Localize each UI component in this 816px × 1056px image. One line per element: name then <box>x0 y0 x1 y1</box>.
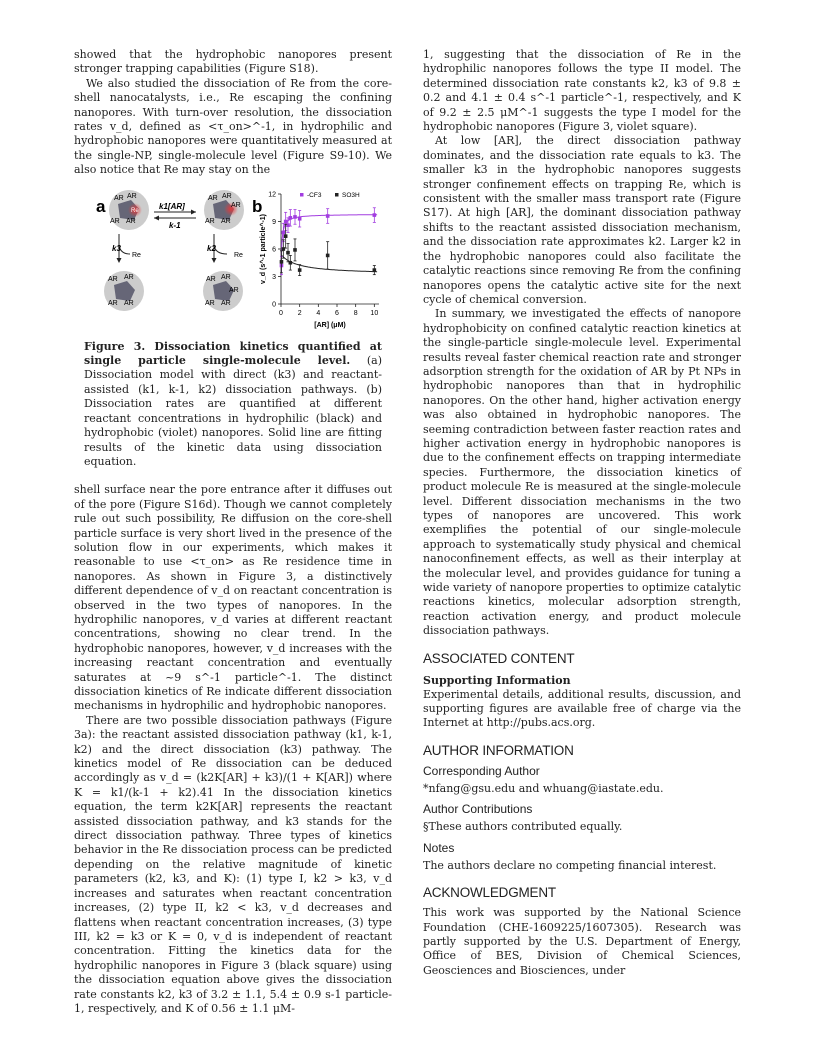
legend-label: -CF3 <box>307 191 322 199</box>
svg-text:AR: AR <box>208 194 218 202</box>
svg-text:AR: AR <box>221 217 231 225</box>
particle-empty <box>104 271 144 311</box>
heading-corresponding-author: Corresponding Author <box>423 763 540 778</box>
paragraph: At low [AR], the direct dissociation pathway dominates, and the dissociation rate equals to k3. The smaller k3 in the hydrophobic nanopores suggests stronger confinement effects on trapping Re, which is consistent with the smaller mass transport rate (Figure S17). At high [AR], the dominant dissociation pathway shifts to the reactant assisted dissociation mechanism, and the dissociation rate approximates k2. Larger k2 in the hydrophobic nanopores could also facilitate the catalytic reactions since removing Re from the confining nanopores opens the catalytic active site for the next cycle of chemical conversion. <box>423 134 741 306</box>
paragraph: In summary, we investigated the effects of nanopore hydrophobicity on confined catalytic reaction kinetics at the single-particle single-molecule level. Experimental results reveal faster chemical reaction rate and stronger adsorption strength for the oxidation of AR by Pt NPs in hydrophobic nanopores than that in hydrophilic nanopores. On the other hand, higher activation energy was also obtained in hydrophobic nanopores. The seeming contradiction between faster reaction rates and higher activation energy in hydrophobic nanopores is due to the confinement effects on trapping intermediate species. Furthermore, the dissociation kinetics of product molecule Re is measured at the single-molecule level. Different dissociation mechanisms in the two types of nanopores are uncovered. This work exemplifies the potential of our single-molecule approach to systematically study physical and chemical nanoconfinement effects, as well as their interplay at the molecular level, and provides guidance for tuning a wide variety of nanopore properties to optimize catalytic reactions kinetics, molecular adsorption strength, reaction activation energy, and product molecule dissociation pathways. <box>423 307 741 638</box>
heading-associated-content: ASSOCIATED CONTENT <box>423 650 575 666</box>
particle-with-re-and-ar <box>204 190 244 230</box>
svg-text:AR: AR <box>108 275 118 283</box>
figure-3-graphic <box>74 188 392 336</box>
panel-b-label: b <box>252 196 263 216</box>
data-point <box>298 217 302 221</box>
k2-label: k2 <box>207 243 216 253</box>
data-point <box>289 261 293 265</box>
svg-text:AR: AR <box>108 299 118 307</box>
y-tick-label: 3 <box>272 273 276 281</box>
paragraph: shell surface near the pore entrance after it diffuses out of the pore (Figure S16d). Though we cannot completely rule out such possibility, Re diffusion on the core-shell particle surface is very short lived in the presence of the solution flow in our experiments, which makes it reasonable to use <τ_on> as Re residence time in nanopores. As shown in Figure 3, a distinctively different dependence of v_d on reactant concentration is observed in the two types of nanopores. In the hydrophilic nanopores, v_d varies at different reactant concentrations, showing no clear trend. In the hydrophobic nanopores, however, v_d increases with the increasing reactant concentration and eventually saturates at ~9 s^-1 particle^-1. The distinct dissociation kinetics of Re indicate different dissociation mechanisms in hydrophilic and hydrophobic nanopores. <box>74 483 392 713</box>
svg-text:AR: AR <box>221 299 231 307</box>
svg-text:AR: AR <box>206 275 216 283</box>
data-point <box>284 234 288 238</box>
svg-text:AR: AR <box>222 192 232 200</box>
data-point <box>373 268 377 272</box>
data-point <box>284 219 288 223</box>
caption-title: Figure 3. Dissociation kinetics quantified at single particle single-molecule level. <box>84 339 382 368</box>
notes-text: The authors declare no competing financial interest. <box>423 858 717 872</box>
acknowledgment-text: This work was supported by the National Science Foundation (CHE-1609225/1607305). Research was partly supported by the U.S. Department of Energy, Office of BES, Division of Chemical Sciences, Geosciences and Biosciences, under <box>423 906 741 977</box>
svg-text:Re: Re <box>131 207 139 214</box>
heading-author-contributions: Author Contributions <box>423 802 533 817</box>
dissociation-rate-chart <box>259 191 379 329</box>
corresponding-author-text: *nfang@gsu.edu and whuang@iastate.edu. <box>423 781 664 795</box>
svg-text:AR: AR <box>110 217 120 225</box>
svg-text:AR: AR <box>221 273 231 281</box>
paragraph: 1, suggesting that the dissociation of Re in the hydrophilic nanopores follows the type II model. The determined dissociation rate constants k2, k3 of 9.8 ± 0.2 and 4.1 ± 0.4 s^-1 particle^-1, respectively, and K of 9.2 ± 2.5 μM^-1 suggests the type I model for the hydrophobic nanopores (Figure 3, violet square). <box>423 48 741 134</box>
heading-notes: Notes <box>423 840 455 855</box>
heading-supporting-information: Supporting Information <box>423 673 571 687</box>
x-tick-label: 8 <box>353 309 358 317</box>
heading-acknowledgment: ACKNOWLEDGMENT <box>423 885 556 901</box>
y-axis-label: v_d (s^-1 particle^-1) <box>260 213 267 284</box>
svg-text:AR: AR <box>114 194 124 202</box>
left-column <box>74 48 392 1016</box>
data-point <box>293 215 297 219</box>
data-point <box>280 260 284 264</box>
data-point <box>289 216 293 220</box>
data-point <box>298 268 302 272</box>
author-contributions-text: §These authors contributed equally. <box>423 820 623 834</box>
caption-text: (a) Dissociation model with direct (k3) and reactant-assisted (k1, k-1, k2) dissociation pathways. (b) Dissociation rates are quantified at different reactant concentrations in hydrophilic (black) and hydrophobic (violet) nanopores. Solid line are fitting results of the kinetic data using dissociation equation. <box>84 354 382 468</box>
y-tick-label: 6 <box>272 246 276 254</box>
legend-label: SO3H <box>342 191 360 199</box>
data-point <box>373 213 377 217</box>
panel-a-label: a <box>96 196 106 216</box>
fit-line-hydrophobic <box>281 214 377 258</box>
paragraph: There are two possible dissociation pathways (Figure 3a): the reactant assisted dissociation pathway (k1, k-1, k2) and the direct dissociation (k3) pathway. The kinetics model of Re dissociation can be deduced accordingly as v_d = (k2K[AR] + k3)/(1 + K[AR]) where K = k1/(k-1 + k2).41 In the dissociation kinetics equation, the term k2K[AR] represents the reactant assisted dissociation pathway, and k3 stands for the direct dissociation pathway. Three types of kinetics behavior in the Re dissociation process can be predicted depending on the relative magnitude of kinetic parameters (k2, k3, and K): (1) type I, k2 > k3, v_d increases and saturates when reactant concentration increases, (2) type II, k2 < k3, v_d decreases and flattens when reactant concentration increases, (3) type III, k2 = k3 or K = 0, v_d is independent of reactant concentration. Fitting the kinetics data for the hydrophilic nanopores in Figure 3 (black square) using the dissociation equation above gives the dissociation rate constants k2, k3 of 3.2 ± 1.1, 5.4 ± 0.9 s-1 particle-1, respectively, and K of 0.56 ± 1.1 μM- <box>74 713 392 1015</box>
x-tick-label: 2 <box>297 309 302 317</box>
figure-caption <box>84 340 382 470</box>
svg-text:AR: AR <box>124 273 134 281</box>
y-tick-label: 12 <box>268 191 276 199</box>
right-column <box>423 48 741 978</box>
x-axis-label: [AR] (μM) <box>314 321 346 329</box>
k1-ar-label: k1[AR] <box>159 201 185 211</box>
x-tick-label: 10 <box>370 309 379 317</box>
svg-text:Re: Re <box>132 251 141 259</box>
k3-label: k3 <box>112 243 121 253</box>
svg-text:AR: AR <box>205 217 215 225</box>
svg-text:AR: AR <box>231 201 241 209</box>
svg-text:AR: AR <box>127 192 137 200</box>
particle-ar-occupied <box>203 271 243 311</box>
svg-text:Re: Re <box>234 251 243 259</box>
data-point <box>282 230 286 234</box>
svg-text:AR: AR <box>126 217 136 225</box>
y-tick-label: 9 <box>272 218 276 226</box>
paragraph: showed that the hydrophobic nanopores present stronger trapping capabilities (Figure S18). <box>74 48 392 76</box>
data-point <box>326 214 330 218</box>
svg-text:AR: AR <box>205 299 215 307</box>
x-tick-label: 4 <box>316 309 321 317</box>
figure-3 <box>74 188 392 336</box>
data-point <box>286 251 290 255</box>
legend-marker <box>335 193 339 197</box>
supporting-information-text: Experimental details, additional results, discussion, and supporting figures are available free of charge via the Internet at http://pubs.acs.org. <box>423 687 741 730</box>
heading-author-information: AUTHOR INFORMATION <box>423 742 574 758</box>
paragraph: We also studied the dissociation of Re from the core-shell nanocatalysts, i.e., Re escaping the confining nanopores. With turn-over resolution, the dissociation rates v_d, defined as <τ_on>^-1, in hydrophilic and hydrophobic nanopores were quantitatively measured at the single-NP, single-molecule level (Figure S9-10). We also notice that Re may stay on the <box>74 76 392 177</box>
y-tick-label: 0 <box>272 301 276 309</box>
svg-text:AR: AR <box>229 286 239 294</box>
x-tick-label: 0 <box>279 309 283 317</box>
legend-marker <box>300 193 304 197</box>
data-point <box>326 253 330 257</box>
k-minus1-label: k-1 <box>169 220 181 230</box>
particle-with-re <box>109 190 149 230</box>
svg-text:AR: AR <box>124 299 134 307</box>
x-tick-label: 6 <box>335 309 339 317</box>
data-point <box>293 248 297 252</box>
